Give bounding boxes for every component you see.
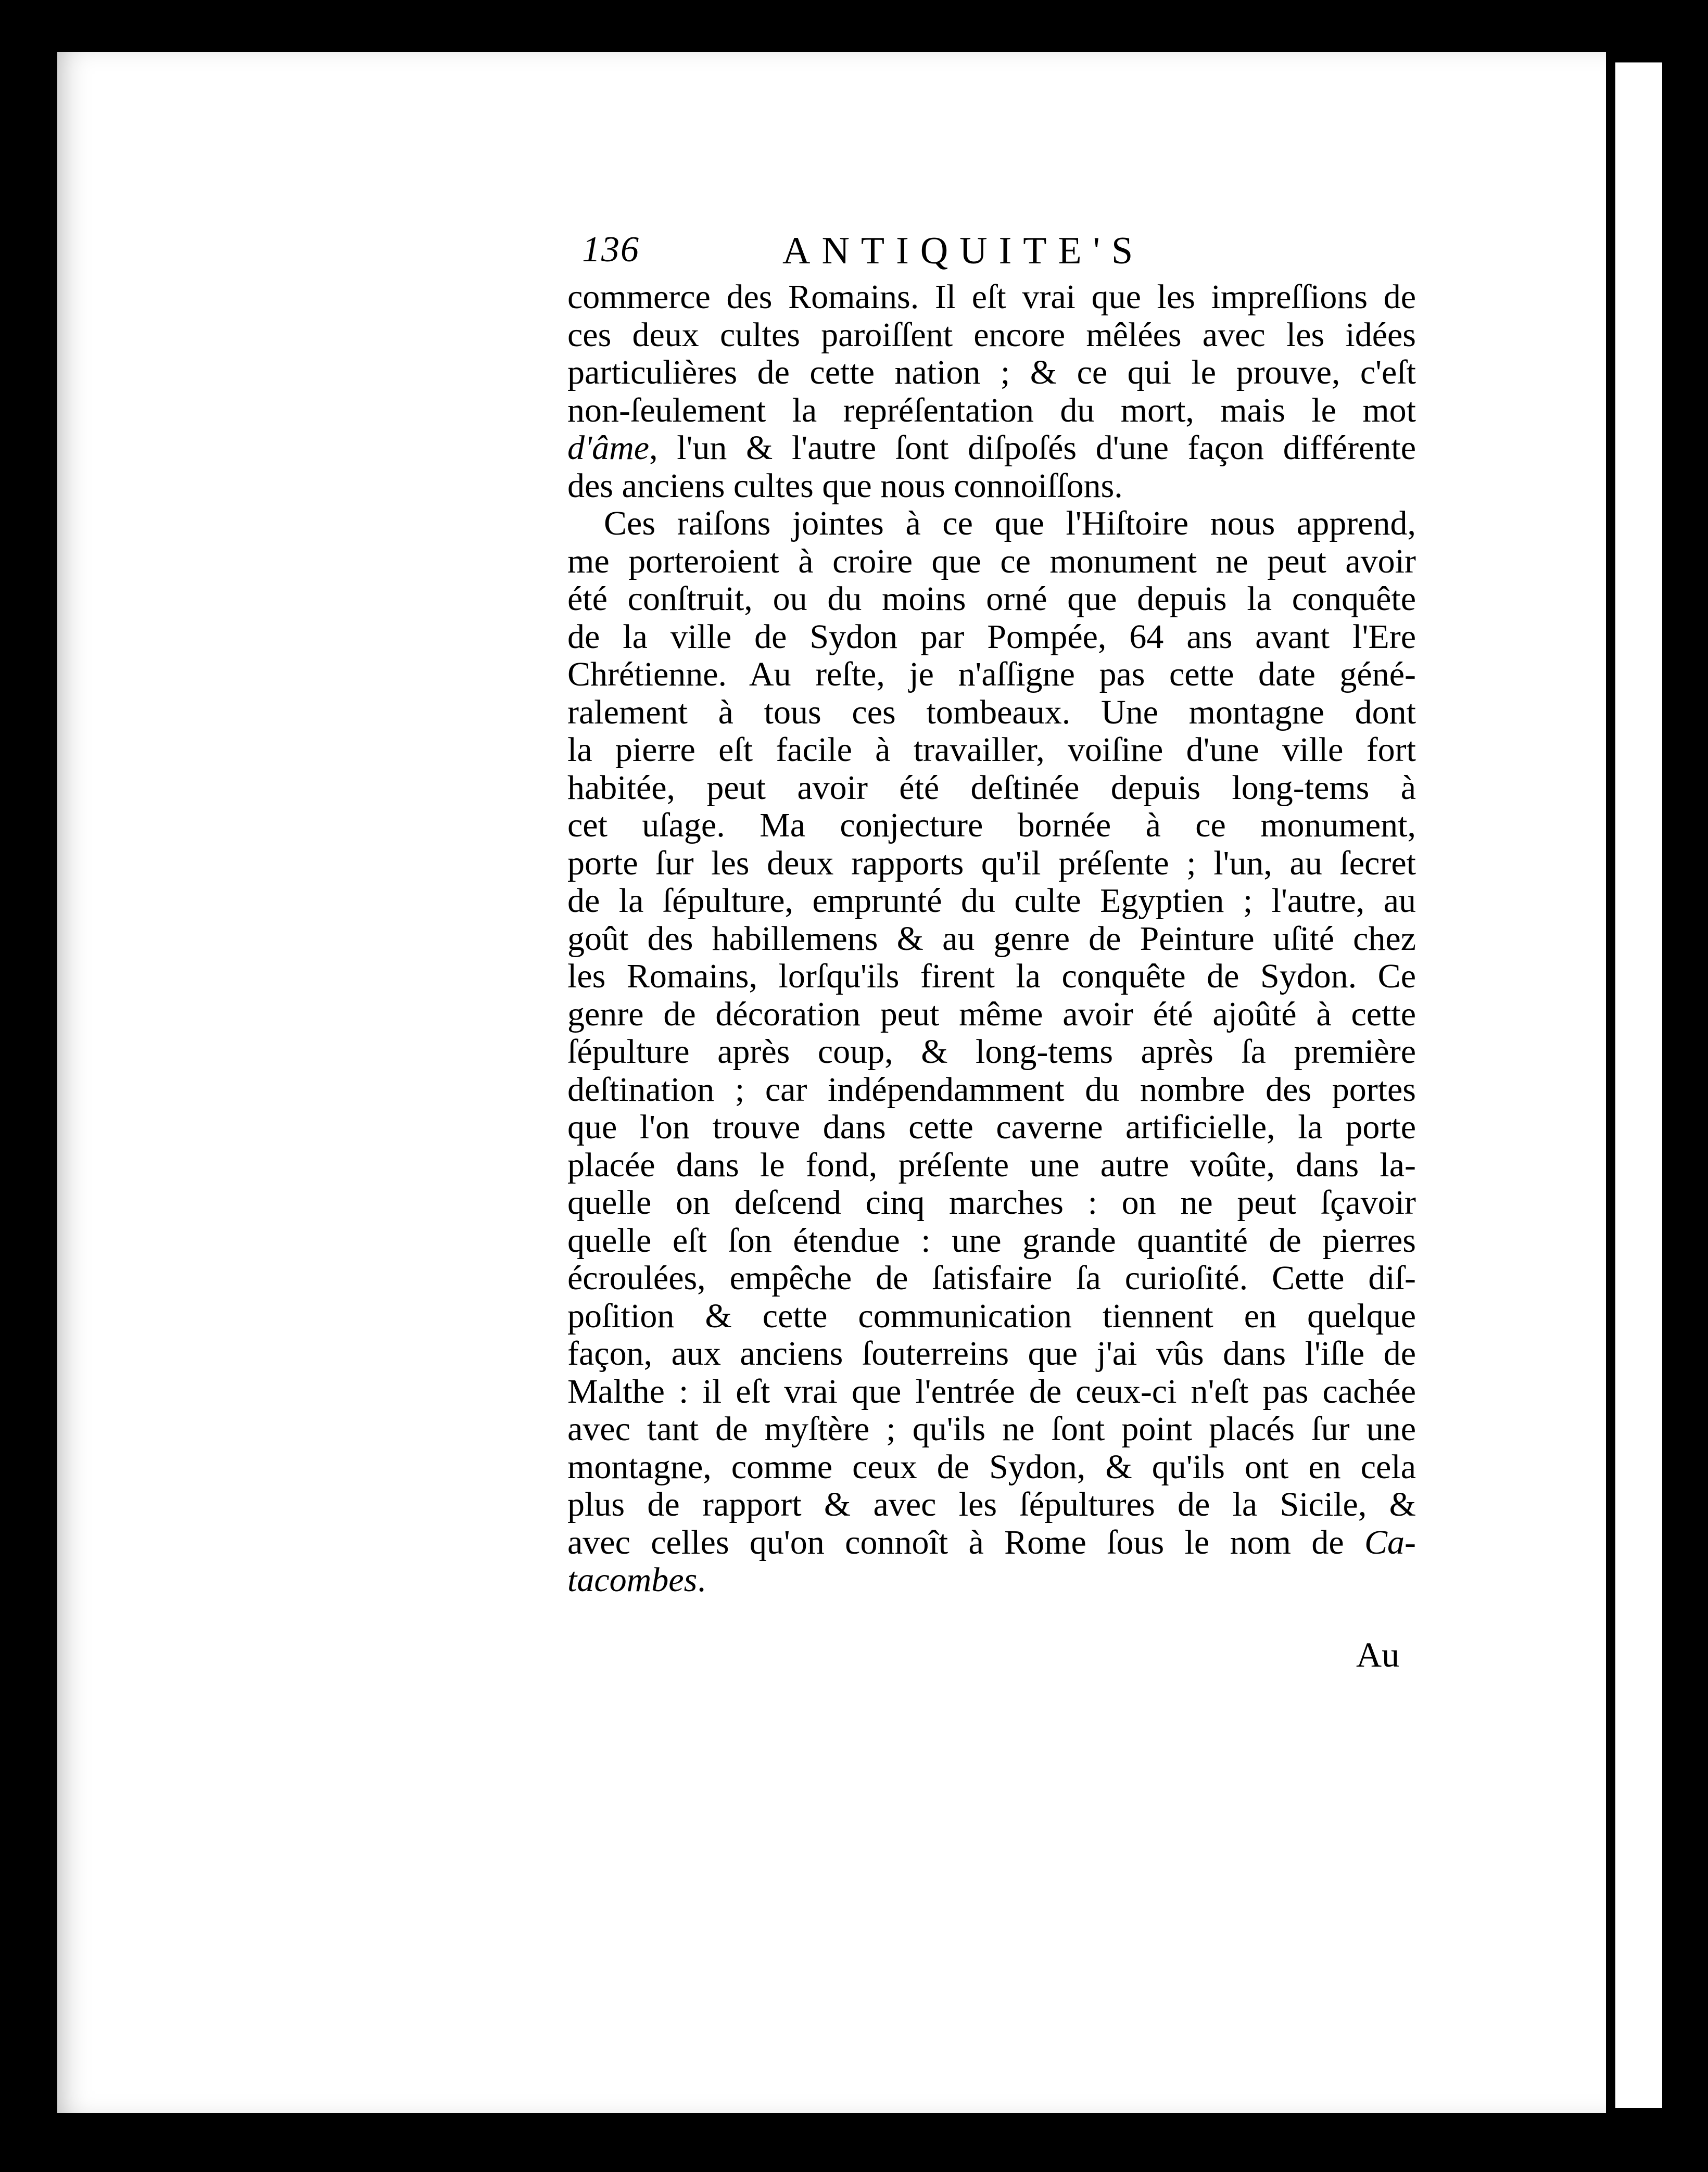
running-title: ANTIQUITE'S [782,230,1145,272]
text-fragment: avec celles qu'on connoît à Rome ſous le nom de [567,1523,1364,1561]
text-fragment: , l'un & l'autre ſont diſpoſés d'une façon différente [649,429,1416,467]
text-line: les Romains, lorſqu'ils firent la conquête de Sydon. Ce [567,957,1416,995]
text-line: me porteroient à croire que ce monument ne peut avoir [567,542,1416,580]
text-line: la pierre eſt facile à travailler, voiſine d'une ville fort [567,731,1416,769]
text-line: habitée, peut avoir été deſtinée depuis long-tems à [567,768,1416,807]
text-line: non-ſeulement la repréſentation du mort, mais le mot [567,391,1416,429]
text-line: de la ſépulture, emprunté du culte Egyptien ; l'autre, au [567,882,1416,920]
italic-word: tacombes [567,1561,698,1599]
text-line: genre de décoration peut même avoir été ajoûté à cette [567,995,1416,1033]
text-line: ſépulture après coup, & long-tems après ſa première [567,1033,1416,1071]
text-line: de la ville de Sydon par Pompée, 64 ans avant l'Ere [567,617,1416,656]
text-line: ces deux cultes paroiſſent encore mêlées avec les idées [567,315,1416,354]
text-line: particulières de cette nation ; & ce qui le prouve, c'eſt [567,353,1416,391]
text-line: goût des habillemens & au genre de Peinture uſité chez [567,919,1416,958]
running-head [582,229,1389,281]
text-line: montagne, comme ceux de Sydon, & qu'ils ont en cela [567,1447,1416,1486]
text-line: Chrétienne. Au reſte, je n'aſſigne pas cette date géné- [567,655,1416,693]
text-line: quelle on deſcend cinq marches : on ne peut ſçavoir [567,1184,1416,1222]
text-fragment: . [697,1561,706,1599]
text-line: commerce des Romains. Il eſt vrai que les impreſſions de [567,278,1416,316]
body-text [567,278,1416,1599]
text-line: plus de rapport & avec les ſépultures de la Sicile, & [567,1485,1416,1523]
italic-word: d'âme [567,429,650,467]
text-line: que l'on trouve dans cette caverne artificielle, la porte [567,1108,1416,1146]
italic-word: Ca- [1364,1523,1416,1561]
text-line [567,1561,1416,1599]
text-line: façon, aux anciens ſouterreins que j'ai vûs dans l'iſle de [567,1335,1416,1373]
text-line: des anciens cultes que nous connoiſſons. [567,466,1123,505]
text-line: cet uſage. Ma conjecture bornée à ce monument, [567,806,1416,844]
text-line: été conſtruit, ou du moins orné que depuis la conquête [567,580,1416,618]
text-line: poſition & cette communication tiennent en quelque [567,1297,1416,1335]
text-line: ralement à tous ces tombeaux. Une montagne dont [567,693,1416,731]
text-line [567,1524,1416,1562]
text-line: écroulées, empêche de ſatisfaire ſa curioſité. Cette diſ- [567,1259,1416,1297]
text-line: avec tant de myſtère ; qu'ils ne ſont point placés ſur une [567,1410,1416,1448]
text-line: quelle eſt ſon étendue : une grande quantité de pierres [567,1221,1416,1260]
paragraph-start-line: Ces raiſons jointes à ce que l'Hiſtoire nous apprend, [604,504,1416,542]
text-line: placée dans le fond, préſente une autre voûte, dans la- [567,1146,1416,1184]
catchword: Au [1356,1635,1400,1674]
text-line: deſtination ; car indépendamment du nombre des portes [567,1070,1416,1109]
page-number: 136 [582,230,640,270]
text-line: porte ſur les deux rapports qu'il préſente ; l'un, au ſecret [567,844,1416,882]
text-line [567,429,1416,467]
next-page-edge [1606,62,1662,2108]
text-line: Malthe : il eſt vrai que l'entrée de ceux-ci n'eſt pas cachée [567,1372,1416,1411]
